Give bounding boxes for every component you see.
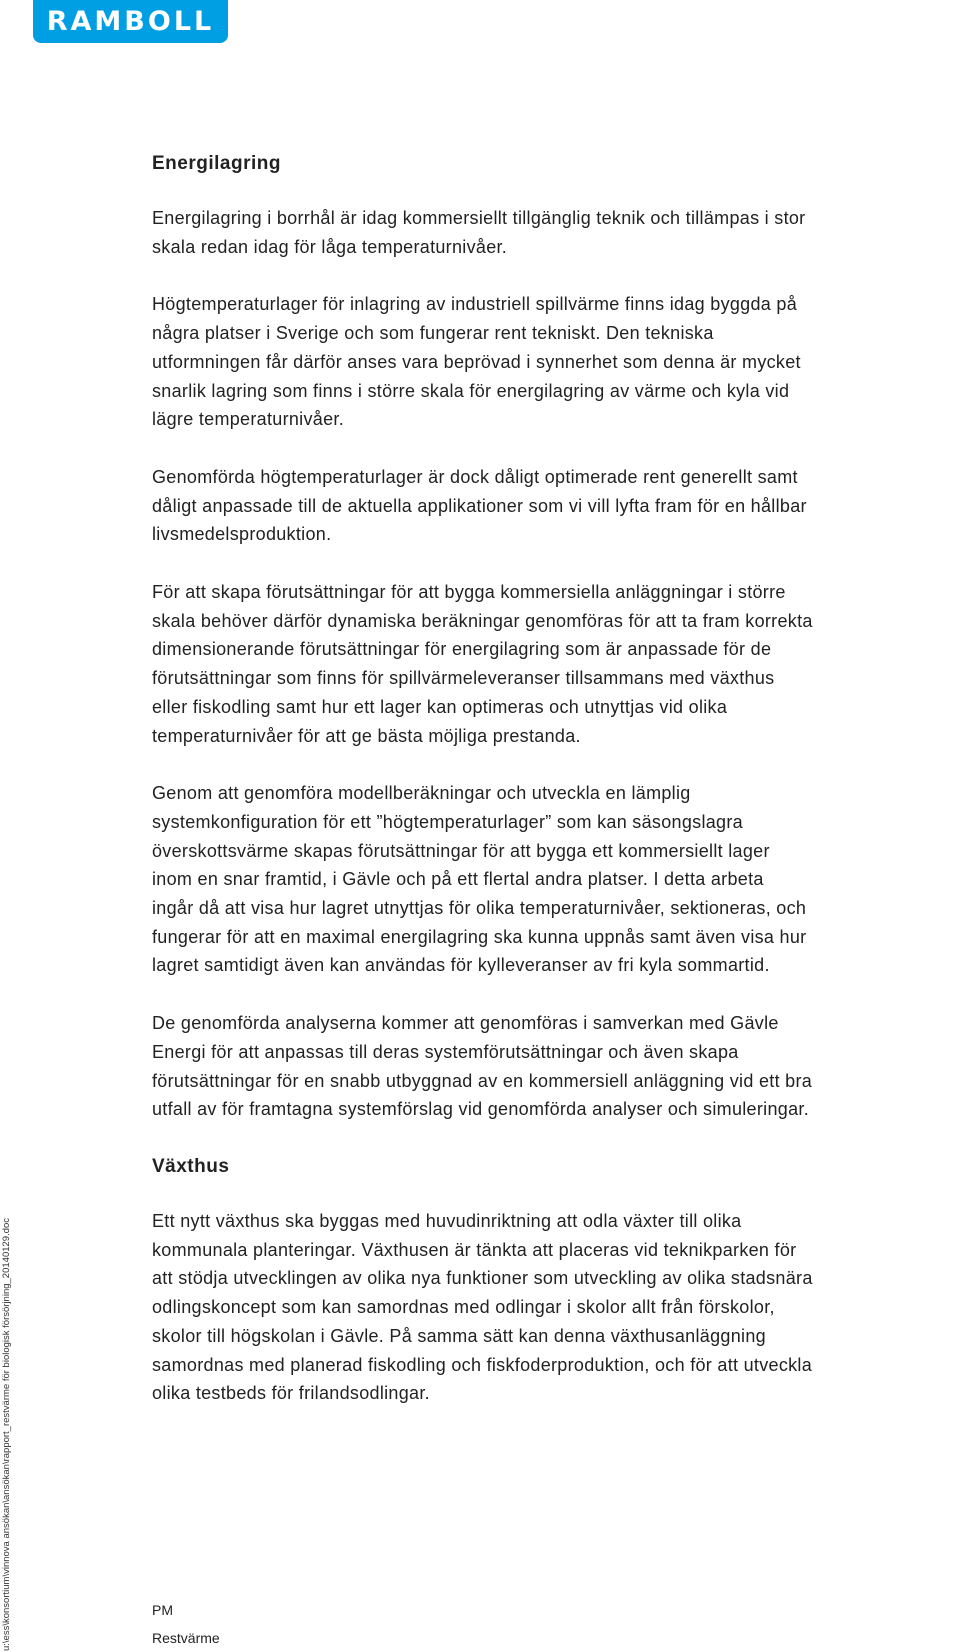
text-line: lägre temperaturnivåer. bbox=[152, 409, 344, 430]
paragraph bbox=[152, 204, 960, 261]
text-line: Högtemperaturlager för inlagring av industriell spillvärme finns idag byggda på bbox=[152, 294, 798, 315]
text-line: För att skapa förutsättningar för att bygga kommersiella anläggningar i större bbox=[152, 582, 786, 603]
footer-doc-type: PM bbox=[152, 1602, 173, 1618]
document-body bbox=[152, 150, 960, 1408]
text-line: dåligt anpassade till de aktuella applikationer som vi vill lyfta fram för en hållbar bbox=[152, 495, 807, 516]
paragraph bbox=[152, 1009, 960, 1124]
file-path-sidebar: u:\ess\konsortium\vinnova ansökan\ansökan\rapport_restvärme för biologisk försörjning_20140129.doc bbox=[1, 1217, 12, 1651]
paragraph-spacer bbox=[152, 261, 960, 290]
text-line: inom en snar framtid, i Gävle och på ett flertal andra platser. I detta arbeta bbox=[152, 869, 764, 890]
section-spacer bbox=[152, 1124, 960, 1153]
text-line: temperaturnivåer för att ge bästa möjliga prestanda. bbox=[152, 725, 581, 746]
text-line: Energilagring i borrhål är idag kommersiellt tillgänglig teknik och tillämpas i stor bbox=[152, 208, 806, 228]
text-line: kommunala planteringar. Växthusen är tänkta att placeras vid teknikparken för bbox=[152, 1239, 797, 1260]
text-line: dimensionerande förutsättningar för energilagring som är anpassade för de bbox=[152, 639, 772, 660]
text-line: olika testbeds för frilandsodlingar. bbox=[152, 1383, 430, 1404]
text-line: skala redan idag för låga temperaturnivåer. bbox=[152, 236, 508, 257]
text-line: skala behöver därför dynamiska beräkningar genomföras för att ta fram korrekta bbox=[152, 610, 813, 631]
section-heading: Växthus bbox=[152, 1155, 230, 1177]
logo-text: RAMBOLL bbox=[46, 6, 215, 37]
text-line: snarlik lagring som finns i större skala för energilagring av värme och kyla vid bbox=[152, 380, 790, 401]
text-line: eller fiskodling samt hur ett lager kan optimeras och utnyttjas vid olika bbox=[152, 696, 728, 717]
paragraph-spacer bbox=[152, 980, 960, 1009]
text-line: livsmedelsproduktion. bbox=[152, 524, 332, 545]
text-line: utformningen får därför anses vara beprövad i synnerhet som denna är mycket bbox=[152, 351, 801, 372]
text-line: De genomförda analyserna kommer att genomföras i samverkan med Gävle bbox=[152, 1013, 779, 1034]
footer bbox=[152, 1596, 220, 1652]
text-line: systemkonfiguration för ett ”högtemperaturlager” som kan säsongslagra bbox=[152, 811, 743, 832]
text-line: förutsättningar för en snabb utbyggnad av en kommersiell anläggning vid ett bra bbox=[152, 1070, 813, 1091]
text-line: förutsättningar som finns för spillvärmeleveranser tillsammans med växthus bbox=[152, 668, 775, 689]
paragraph bbox=[152, 290, 960, 434]
footer-doc-title: Restvärme bbox=[152, 1630, 220, 1646]
text-line: att stödja utvecklingen av olika nya funktioner som utveckling av olika stadsnära bbox=[152, 1268, 813, 1289]
text-line: Ett nytt växthus ska byggas med huvudinriktning att odla växter till olika bbox=[152, 1210, 742, 1231]
text-line: fungerar för att en maximal energilagring ska kunna uppnås samt även visa hur bbox=[152, 926, 807, 947]
text-line: lagret samtidigt även kan användas för kylleveranser av fri kyla sommartid. bbox=[152, 955, 770, 976]
paragraph bbox=[152, 578, 960, 750]
section bbox=[152, 1153, 960, 1408]
text-line: samordnas med planerad fiskodling och fiskfoderproduktion, och för att utveckla bbox=[152, 1354, 813, 1375]
text-line: odlingskoncept som kan samordnas med odlingar i skolor allt från förskolor, bbox=[152, 1297, 775, 1318]
ramboll-logo bbox=[33, 0, 228, 43]
section-heading: Energilagring bbox=[152, 153, 281, 174]
text-line: utfall av för framtagna systemförslag vid genomförda analyser och simuleringar. bbox=[152, 1099, 809, 1120]
paragraph bbox=[152, 463, 960, 549]
paragraph-spacer bbox=[152, 750, 960, 779]
text-line: Genom att genomföra modellberäkningar och utveckla en lämplig bbox=[152, 783, 691, 804]
text-line: Genomförda högtemperaturlager är dock dåligt optimerade rent generellt samt bbox=[152, 466, 798, 487]
heading-spacer bbox=[152, 178, 960, 204]
paragraph-spacer bbox=[152, 549, 960, 578]
text-line: ingår då att visa hur lagret utnyttjas för olika temperaturnivåer, sektioneras, och bbox=[152, 898, 807, 919]
text-line: Energi för att anpassas till deras systemförutsättningar och även skapa bbox=[152, 1041, 739, 1062]
section bbox=[152, 150, 960, 1124]
paragraph-spacer bbox=[152, 434, 960, 463]
text-line: några platser i Sverige och som fungerar rent tekniskt. Den tekniska bbox=[152, 323, 714, 344]
text-line: skolor till högskolan i Gävle. På samma sätt kan denna växthusanläggning bbox=[152, 1325, 766, 1346]
paragraph bbox=[152, 779, 960, 980]
heading-spacer bbox=[152, 1181, 960, 1207]
text-line: överskottsvärme skapas förutsättningar för att bygga ett kommersiellt lager bbox=[152, 840, 770, 861]
paragraph bbox=[152, 1207, 960, 1408]
